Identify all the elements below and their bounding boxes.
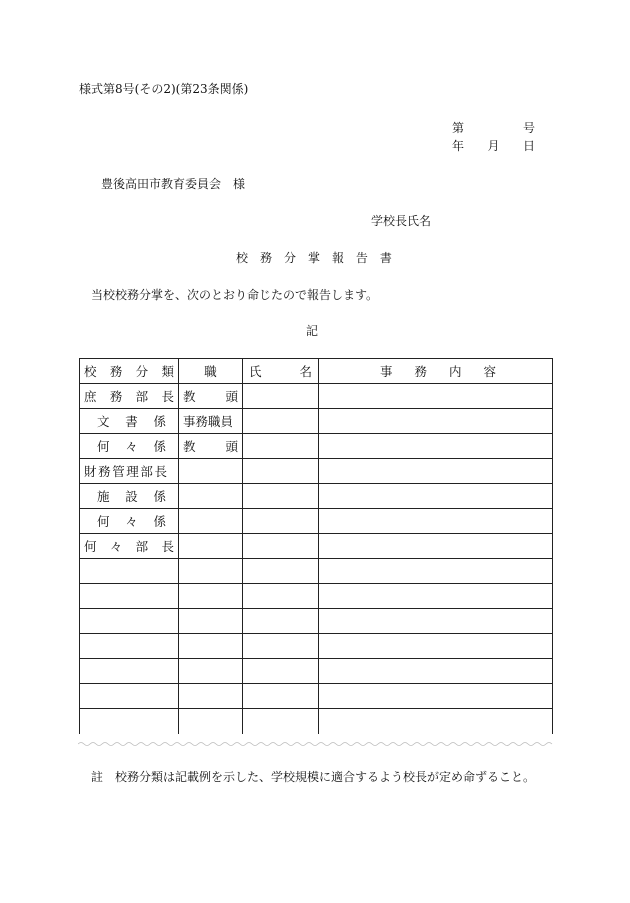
cell-name[interactable] — [243, 534, 319, 559]
number-line — [452, 119, 535, 136]
header-position: 職 — [179, 359, 243, 384]
category-char: 施 — [97, 489, 110, 504]
cell-name[interactable] — [243, 584, 319, 609]
cell-duties[interactable] — [319, 534, 553, 559]
date-day: 日 — [522, 139, 535, 153]
cell-position — [179, 384, 243, 409]
number-dai: 第 — [452, 121, 465, 135]
table-row — [80, 609, 553, 634]
category-char: 長 — [161, 539, 174, 554]
category-char: 設 — [125, 489, 138, 504]
cell-duties[interactable] — [319, 384, 553, 409]
note-text: 註 校務分類は記載例を示した、学校規模に適合するよう校長が定め命ずること。 — [91, 770, 536, 784]
cell-name[interactable] — [243, 459, 319, 484]
document-title — [236, 249, 392, 266]
header-category — [80, 359, 179, 384]
assignment-table — [79, 358, 553, 734]
cell-duties[interactable] — [319, 434, 553, 459]
category-char: 庶 — [84, 389, 97, 404]
cell-duties[interactable] — [319, 634, 553, 659]
cell-position — [179, 659, 243, 684]
header-name-char: 氏 — [249, 364, 262, 379]
cell-category — [80, 659, 179, 684]
principal-name-label: 学校長氏名 — [371, 214, 432, 228]
cell-category — [80, 634, 179, 659]
category-char: 部 — [135, 539, 149, 554]
category-char: 係 — [153, 514, 166, 529]
cell-category — [80, 459, 179, 484]
table-row — [80, 509, 553, 534]
header-duties-char: 内 — [448, 364, 462, 379]
cell-duties[interactable] — [319, 684, 553, 709]
cell-position — [179, 534, 243, 559]
category-char: 係 — [153, 414, 166, 429]
number-go: 号 — [522, 121, 535, 135]
table-row — [80, 659, 553, 684]
cell-name[interactable] — [243, 409, 319, 434]
category-char: 何 — [97, 514, 110, 529]
date-year: 年 — [452, 139, 465, 153]
cell-position — [179, 409, 243, 434]
cell-category — [80, 584, 179, 609]
header-category-char: 務 — [109, 364, 123, 379]
cell-category — [80, 509, 179, 534]
body-text: 当校校務分掌を、次のとおり命じたので報告します。 — [91, 288, 379, 302]
title-char: 報 — [331, 251, 344, 265]
table-row — [80, 484, 553, 509]
cell-position — [179, 684, 243, 709]
table-row — [80, 384, 553, 409]
form-id: 様式第8号(その2)(第23条関係) — [79, 82, 249, 96]
position-label: 事務職員 — [183, 414, 234, 429]
position-char: 頭 — [225, 439, 238, 454]
cell-name[interactable] — [243, 509, 319, 534]
ki-label: 記 — [306, 324, 319, 338]
cell-duties[interactable] — [319, 559, 553, 584]
position-char: 教 — [183, 439, 196, 454]
table-row — [80, 584, 553, 609]
header-name — [243, 359, 319, 384]
cell-duties[interactable] — [319, 509, 553, 534]
category-char: 何 — [84, 539, 97, 554]
date-line — [452, 137, 535, 154]
category-char: 々 — [125, 439, 138, 454]
cell-position — [179, 709, 243, 734]
cell-position — [179, 434, 243, 459]
cell-category — [80, 434, 179, 459]
category-char: 々 — [125, 514, 138, 529]
category-char: 係 — [153, 439, 166, 454]
cell-category — [80, 534, 179, 559]
cell-category — [80, 609, 179, 634]
cell-duties[interactable] — [319, 484, 553, 509]
cell-name[interactable] — [243, 384, 319, 409]
cell-position — [179, 459, 243, 484]
cell-position — [179, 509, 243, 534]
cell-name[interactable] — [243, 484, 319, 509]
cell-duties[interactable] — [319, 584, 553, 609]
title-char: 務 — [259, 251, 272, 265]
cell-duties[interactable] — [319, 709, 553, 734]
addressee: 豊後高田市教育委員会 様 — [101, 177, 246, 191]
table-row — [80, 684, 553, 709]
cell-name[interactable] — [243, 659, 319, 684]
cell-category — [80, 559, 179, 584]
torn-edge-line — [78, 741, 553, 749]
header-duties-char: 務 — [414, 364, 427, 379]
cell-position — [179, 559, 243, 584]
table-row — [80, 559, 553, 584]
cell-position — [179, 484, 243, 509]
category-char: 長 — [161, 389, 174, 404]
header-duties-char: 容 — [483, 364, 496, 379]
cell-category — [80, 384, 179, 409]
category-char: 務 — [109, 389, 123, 404]
cell-name[interactable] — [243, 709, 319, 734]
header-category-char: 類 — [161, 364, 174, 379]
header-category-char: 分 — [135, 364, 149, 379]
category-label: 財務管理部長 — [84, 464, 169, 479]
header-name-char: 名 — [299, 364, 312, 379]
position-char: 頭 — [225, 389, 238, 404]
table-row — [80, 459, 553, 484]
table-row — [80, 534, 553, 559]
table-row — [80, 409, 553, 434]
cell-position — [179, 609, 243, 634]
title-char: 告 — [355, 251, 368, 265]
cell-position — [179, 584, 243, 609]
cell-duties[interactable] — [319, 609, 553, 634]
title-char: 掌 — [307, 251, 320, 265]
cell-category — [80, 709, 179, 734]
category-char: 部 — [135, 389, 149, 404]
category-char: 何 — [97, 439, 110, 454]
title-char: 書 — [379, 251, 392, 265]
cell-name[interactable] — [243, 609, 319, 634]
header-duties-char: 事 — [380, 364, 393, 379]
title-char: 分 — [283, 251, 296, 265]
category-char: 書 — [125, 414, 138, 429]
table-row — [80, 709, 553, 734]
position-char: 教 — [183, 389, 196, 404]
header-duties — [319, 359, 553, 384]
table-row — [80, 634, 553, 659]
cell-duties[interactable] — [319, 459, 553, 484]
table-header-row — [80, 359, 553, 384]
category-char: 係 — [153, 489, 166, 504]
cell-category — [80, 484, 179, 509]
cell-category — [80, 684, 179, 709]
cell-duties[interactable] — [319, 659, 553, 684]
cell-duties[interactable] — [319, 409, 553, 434]
cell-name[interactable] — [243, 634, 319, 659]
category-char: 文 — [97, 414, 110, 429]
table-row — [80, 434, 553, 459]
cell-name[interactable] — [243, 559, 319, 584]
header-category-char: 校 — [84, 364, 97, 379]
cell-name[interactable] — [243, 684, 319, 709]
cell-position — [179, 634, 243, 659]
category-char: 々 — [109, 539, 123, 554]
title-char: 校 — [236, 251, 249, 265]
cell-name[interactable] — [243, 434, 319, 459]
cell-category — [80, 409, 179, 434]
date-month: 月 — [487, 139, 500, 153]
